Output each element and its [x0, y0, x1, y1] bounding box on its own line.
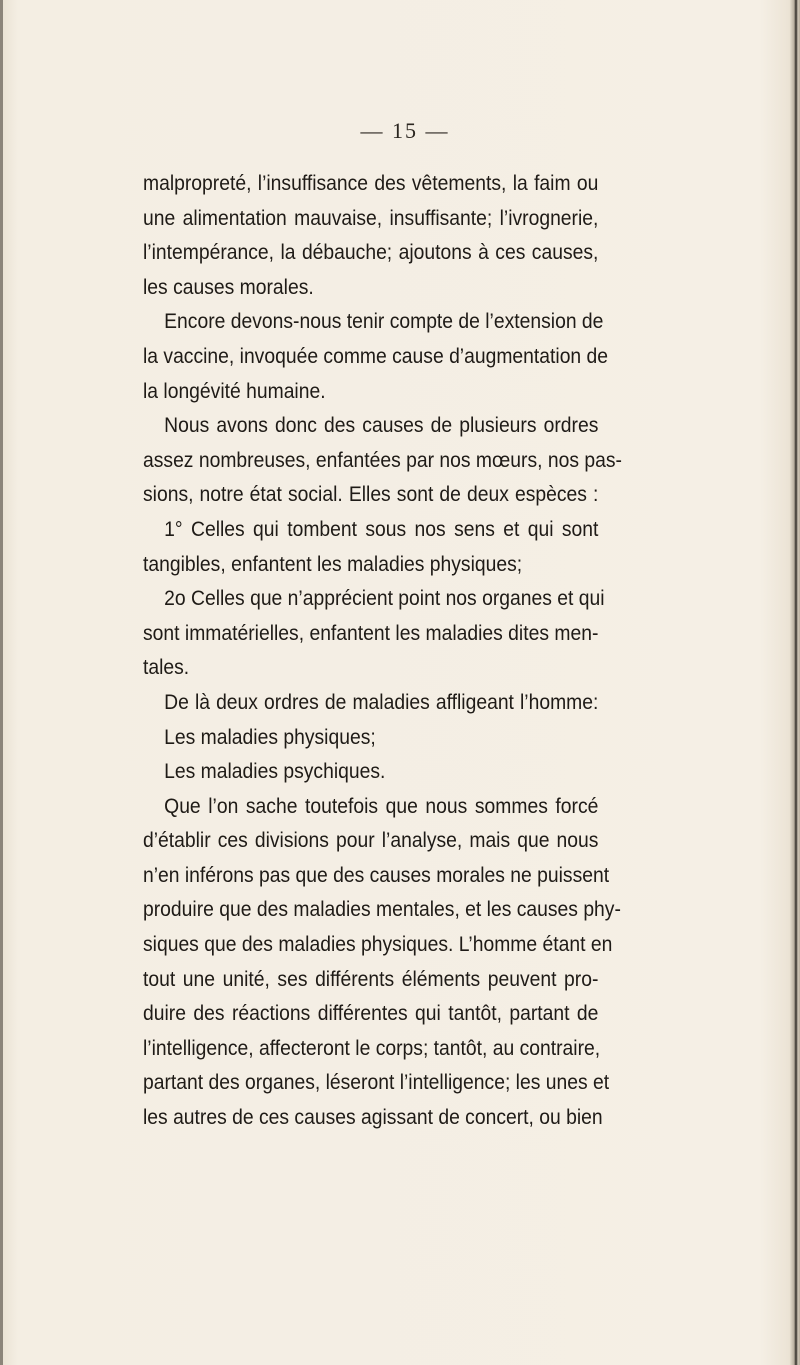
text-line: Les maladies psychiques.: [164, 760, 386, 784]
page-right-edge: [790, 0, 800, 1365]
body-text: [143, 167, 622, 1136]
text-line: assez nombreuses, enfantées par nos mœurs, nos pas-: [143, 448, 622, 472]
text-line: les autres de ces causes agissant de concert, ou bien: [143, 1106, 603, 1130]
page-number: — 15 —: [360, 118, 450, 143]
text-line: sions, notre état social. Elles sont de deux espèces :: [143, 483, 599, 507]
text-line: partant des organes, léseront l’intelligence; les unes et: [143, 1071, 610, 1095]
text-line: tangibles, enfantent les maladies physiques;: [143, 552, 523, 576]
text-line: sont immatérielles, enfantent les maladies dites men-: [143, 621, 599, 645]
text-line: Nous avons donc des causes de plusieurs ordres: [164, 414, 599, 438]
text-line: l’intelligence, affecteront le corps; tantôt, au contraire,: [143, 1036, 601, 1060]
text-line: une alimentation mauvaise, insuffisante; l’ivrognerie,: [143, 206, 599, 230]
text-line: d’établir ces divisions pour l’analyse, mais que nous: [143, 829, 599, 853]
text-line: 1° Celles qui tombent sous nos sens et qui sont: [164, 517, 599, 541]
text-line: malpropreté, l’insuffisance des vêtements, la faim ou: [143, 172, 599, 195]
text-line: tales.: [143, 656, 190, 680]
text-line: produire que des maladies mentales, et les causes phy-: [143, 898, 621, 922]
text-line: les causes morales.: [143, 275, 314, 299]
text-line: Les maladies physiques;: [164, 725, 376, 749]
page-left-edge: [0, 0, 3, 1365]
text-line: siques que des maladies physiques. L’homme étant en: [143, 933, 613, 957]
text-line: duire des réactions différentes qui tantôt, partant de: [143, 1002, 599, 1026]
text-line: la vaccine, invoquée comme cause d’augmentation de: [143, 344, 609, 368]
text-line: 2o Celles que n’apprécient point nos organes et qui: [164, 587, 605, 611]
text-line: n’en inférons pas que des causes morales ne puissent: [143, 863, 610, 887]
text-line: De là deux ordres de maladies affligeant l’homme:: [164, 690, 599, 714]
text-line: Que l’on sache toutefois que nous sommes forcé: [164, 794, 599, 818]
text-line: tout une unité, ses différents éléments peuvent pro-: [143, 967, 599, 991]
text-line: Encore devons-nous tenir compte de l’extension de: [164, 310, 604, 334]
text-line: la longévité humaine.: [143, 379, 326, 403]
text-line: l’intempérance, la débauche; ajoutons à ces causes,: [143, 241, 599, 265]
